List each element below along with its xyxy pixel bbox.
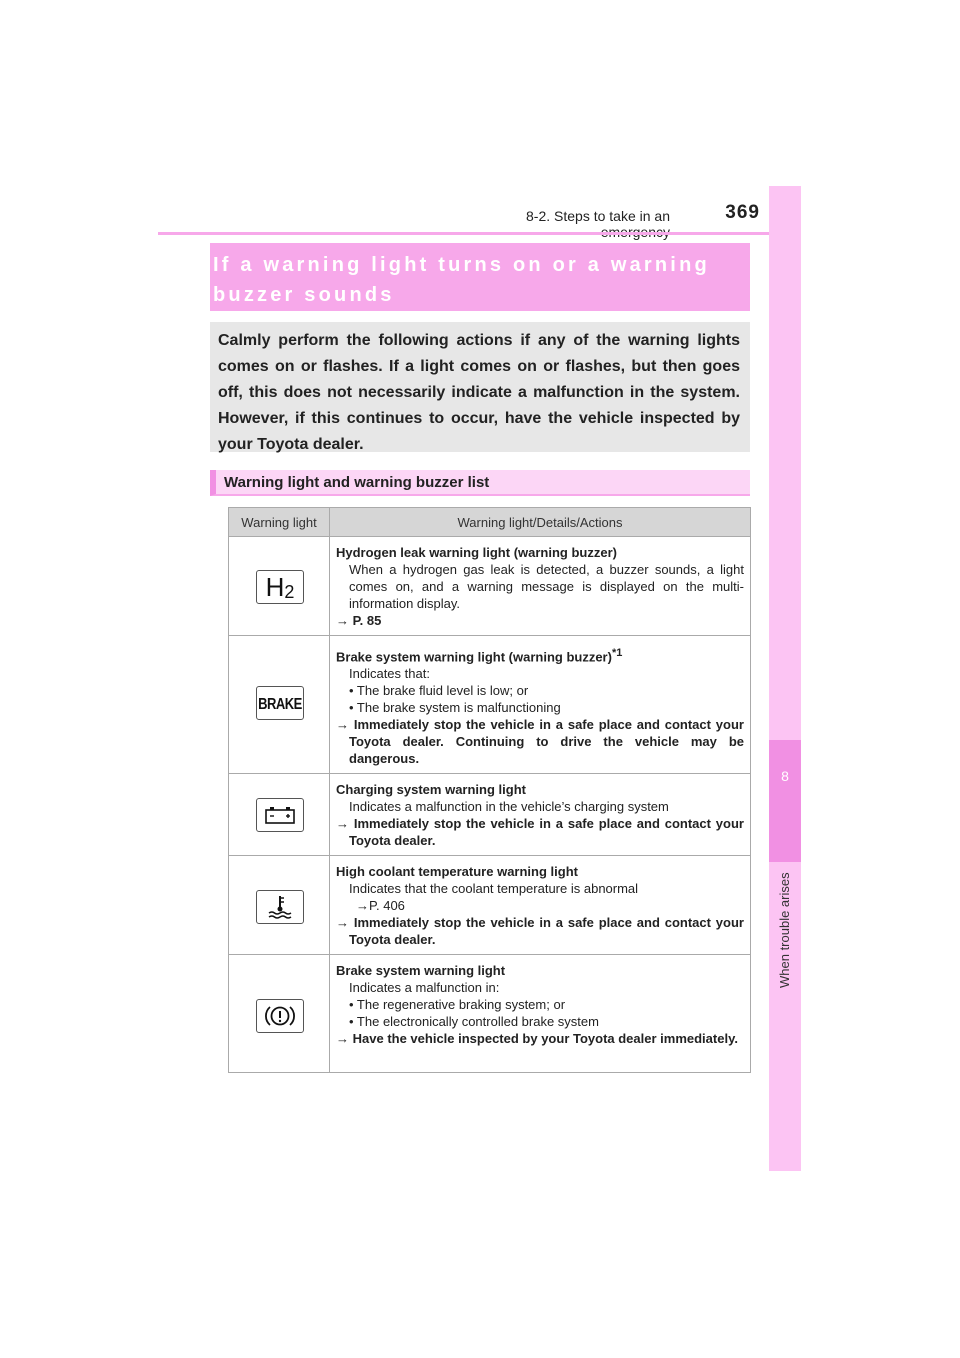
- row-details: Indicates a malfunction in:: [349, 980, 500, 996]
- details-cell: [330, 774, 751, 856]
- bullet-item: • The electronically controlled brake system: [349, 1014, 599, 1030]
- icon-cell: [229, 537, 330, 636]
- arrow-icon: →: [336, 915, 349, 931]
- table-row: [229, 774, 751, 856]
- battery-icon: [256, 798, 304, 832]
- table-row: [229, 856, 751, 955]
- section-title-line1: If a warning light turns on or a warning: [213, 254, 710, 276]
- page-section-header: 8-2. Steps to take in an: [526, 208, 670, 224]
- details-cell: [330, 636, 751, 774]
- brake-warning-icon: [256, 686, 304, 720]
- table-header-row: [229, 508, 751, 537]
- details-cell: [330, 856, 751, 955]
- page-reference-link[interactable]: P. 406: [369, 898, 405, 914]
- brake-circle-icon-graphic: [262, 1002, 298, 1030]
- row-details: Indicates that:: [349, 666, 430, 682]
- row-action: Have the vehicle inspected by your Toyota dealer immediately.: [352, 1031, 738, 1047]
- coolant-icon-graphic: [265, 894, 295, 920]
- hydrogen-leak-icon: [256, 570, 304, 604]
- table-row: [229, 955, 751, 1073]
- page-reference-link[interactable]: P. 85: [352, 613, 382, 628]
- icon-cell: [229, 856, 330, 955]
- arrow-icon: →: [336, 816, 349, 832]
- bullet-item: • The brake system is malfunctioning: [349, 700, 561, 716]
- row-title: Hydrogen leak warning light (warning buzzer): [336, 545, 617, 560]
- arrow-icon: →: [336, 1031, 349, 1047]
- header-rule: [158, 232, 800, 235]
- row-title: Brake system warning light: [336, 963, 506, 979]
- chapter-side-tab-active: [769, 740, 801, 862]
- row-action: Immediately stop the vehicle in a safe place and contact your Toyota dealer.: [349, 816, 744, 849]
- battery-icon-graphic: [263, 805, 297, 825]
- row-title: Charging system warning light: [336, 782, 526, 798]
- details-cell: [330, 955, 751, 1073]
- icon-cell: [229, 955, 330, 1073]
- chapter-side-tab: [769, 186, 801, 1171]
- icon-cell: [229, 774, 330, 856]
- arrow-icon: →: [336, 613, 349, 628]
- row-details: Indicates a malfunction in the vehicle’s charging system: [349, 799, 669, 815]
- column-header-warning-light: Warning light: [229, 508, 330, 537]
- row-action: Immediately stop the vehicle in a safe place and contact your Toyota dealer.: [349, 915, 744, 948]
- bullet-item: • The regenerative braking system; or: [349, 997, 566, 1013]
- hydrogen-icon-letter: H: [265, 571, 285, 602]
- table-row: [229, 537, 751, 636]
- subheader-text: Warning light and warning buzzer list: [224, 474, 490, 491]
- row-details: Indicates that the coolant temperature is abnormal: [349, 881, 639, 897]
- brake-system-circle-icon: [256, 999, 304, 1033]
- warning-light-table: [228, 507, 751, 1073]
- section-title-line2: buzzer sounds: [213, 284, 395, 306]
- row-title: Brake system warning light (warning buzzer): [336, 649, 612, 665]
- brake-icon-text: BRAKE: [258, 694, 302, 712]
- page-number: 369: [725, 202, 760, 223]
- row-title: High coolant temperature warning light: [336, 864, 578, 880]
- chapter-number: 8: [781, 768, 789, 784]
- coolant-temperature-icon: [256, 890, 304, 924]
- chapter-label: When trouble arises: [777, 872, 792, 988]
- arrow-icon: →: [356, 898, 369, 914]
- hydrogen-icon-subscript: 2: [284, 581, 295, 602]
- row-action: Immediately stop the vehicle in a safe place and contact your Toyota dealer. Continuing to drive the vehicle may be dangerous.: [349, 717, 744, 767]
- icon-cell: [229, 636, 330, 774]
- column-header-details: Warning light/Details/Actions: [330, 508, 751, 537]
- section-title: [213, 250, 743, 310]
- table-row: [229, 636, 751, 774]
- arrow-icon: →: [336, 717, 349, 733]
- bullet-item: • The brake fluid level is low; or: [349, 683, 529, 699]
- row-details: When a hydrogen gas leak is detected, a buzzer sounds, a light comes on, and a warning message is displayed on the multi-information display.: [349, 562, 744, 611]
- footnote-marker: *1: [611, 647, 623, 659]
- intro-text: Calmly perform the following actions if any of the warning lights comes on or flashes. If a light comes on or flashes, but then goes off, this does not necessarily indicate a malfunction in the system. However, if this continues to occur, have the vehicle inspected by your Toyota dealer.: [218, 332, 740, 453]
- details-cell: [330, 537, 751, 636]
